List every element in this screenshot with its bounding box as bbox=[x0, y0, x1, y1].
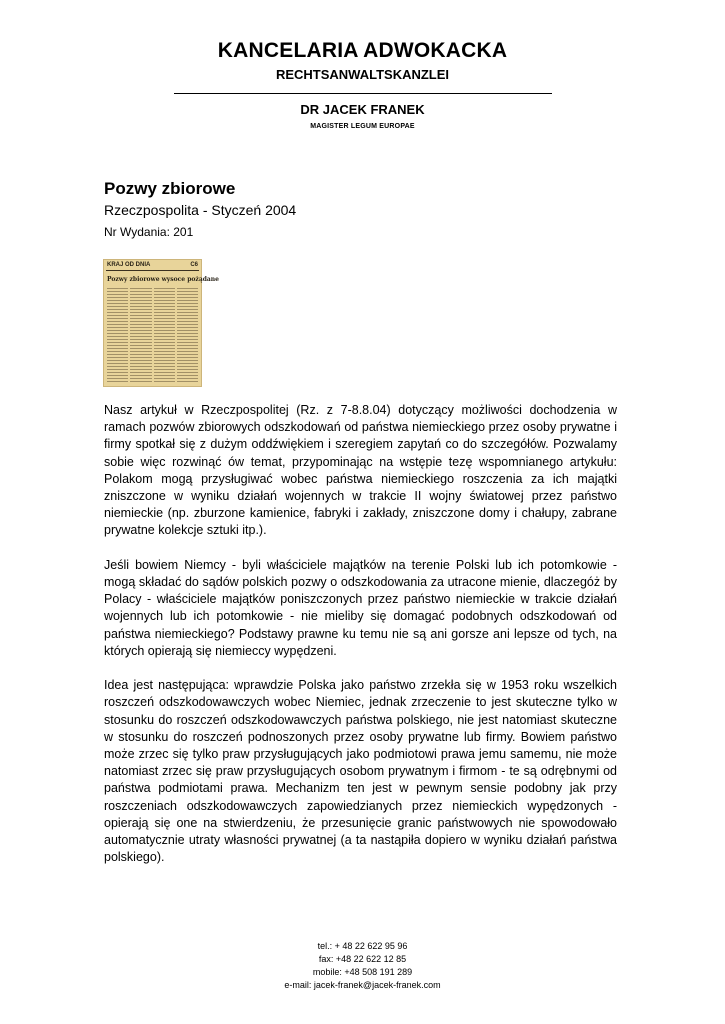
clipping-column bbox=[107, 288, 128, 383]
article-source: Rzeczpospolita - Styczeń 2004 bbox=[104, 202, 297, 218]
footer-mobile: mobile: +48 508 191 289 bbox=[312, 967, 413, 977]
lawyer-name: DR JACEK FRANEK bbox=[300, 102, 425, 117]
contact-footer bbox=[0, 940, 725, 992]
clipping-rule bbox=[106, 270, 199, 271]
article-body bbox=[104, 402, 617, 884]
clipping-headline: Pozwy zbiorowe wysoce pożądane bbox=[107, 276, 219, 283]
clipping-column bbox=[130, 288, 151, 383]
lawyer-title: MAGISTER LEGUM EUROPAE bbox=[310, 123, 415, 130]
article-issue-number: Nr Wydania: 201 bbox=[104, 225, 194, 239]
clipping-column bbox=[154, 288, 175, 383]
firm-name: KANCELARIA ADWOKACKA bbox=[217, 39, 508, 62]
article-paragraph: Idea jest następująca: wprawdzie Polska jako państwo zrzekła się w 1953 roku wszelkich roszczeń odszkodowawczych wobec Niemiec, jednak zrzeczenie to jest skuteczne tylko w stosunku do roszczeń odszkodowawczych państwa polskiego, nie jest natomiast skuteczne w stosunku do roszczeń podnoszonych przez osoby prywatne lub firmy. Bowiem państwo może zrzec się tylko praw przysługujących jako podmiotowi prawa jemu samemu, nie może natomiast zrzec się praw przysługujących osobom prywatnym i firmom - te są odrębnymi od państwa podmiotami prawa. Mechanizm ten jest w pewnym sensie podobny jak przy roszczeniach odszkodowawczych zapowiedzianych przez niemieckich wypędzonych - opierają się one na stwierdzeniu, że przesunięcie granic państwowych nie spowodowało automatycznie utraty własności prywatnej (a ta nastąpiła dopiero w wyniku działań państwa polskiego). bbox=[104, 678, 617, 865]
article-header bbox=[104, 178, 296, 241]
footer-phone: tel.: + 48 22 622 95 96 bbox=[317, 941, 408, 951]
header-divider bbox=[174, 93, 552, 94]
clipping-text-columns bbox=[107, 288, 198, 383]
firm-name-german: RECHTSANWALTSKANZLEI bbox=[275, 67, 450, 82]
clipping-column bbox=[177, 288, 198, 383]
clipping-page-number: C6 bbox=[190, 262, 198, 268]
letterhead bbox=[0, 38, 725, 131]
article-title: Pozwy zbiorowe bbox=[104, 179, 236, 198]
article-paragraph: Nasz artykuł w Rzeczpospolitej (Rz. z 7-8.8.04) dotyczący możliwości dochodzenia w ramach pozwów zbiorowych odszkodowań od państwa niemieckiego przez osoby prywatne i firmy spotkał się z dużym oddźwiękiem i szeregiem zapytań co do szczegółów. Pozwalamy sobie więc rozwinąć ów temat, przypominając na wstępie tezę wspomnianego artykułu: Polakom mogą przysługiwać wobec państwa niemieckiego roszczenia za ich majątki zniszczone w wyniku działań wojennych w trakcie II wojny światowej przez państwo niemieckie (np. zburzone kamienice, fabryki i zakłady, zniszczone domy i chałupy, zabrane prywatne kolekcje sztuki itp.). bbox=[104, 403, 617, 538]
clipping-masthead: KRAJ OD DNIA bbox=[107, 262, 151, 268]
footer-fax: fax: +48 22 622 12 85 bbox=[318, 954, 407, 964]
footer-email: e-mail: jacek-franek@jacek-franek.com bbox=[284, 980, 441, 990]
newspaper-clipping-thumbnail bbox=[103, 259, 219, 387]
article-paragraph: Jeśli bowiem Niemcy - byli właściciele majątków na terenie Polski lub ich potomkowie - mogą składać do sądów polskich pozwy o odszkodowania za utracone mienie, dlaczegóż by Polacy - właściciele majątków poniszczonych przez państwo niemieckie w trakcie działań wojennych lub ich potomkowie - nie mieliby się domagać podobnych odszkodowań od państwa niemieckiego? Podstawy prawne ku temu nie są ani gorsze ani lepsze od tych, na których opierają się niemieccy wypędzeni. bbox=[104, 557, 617, 658]
